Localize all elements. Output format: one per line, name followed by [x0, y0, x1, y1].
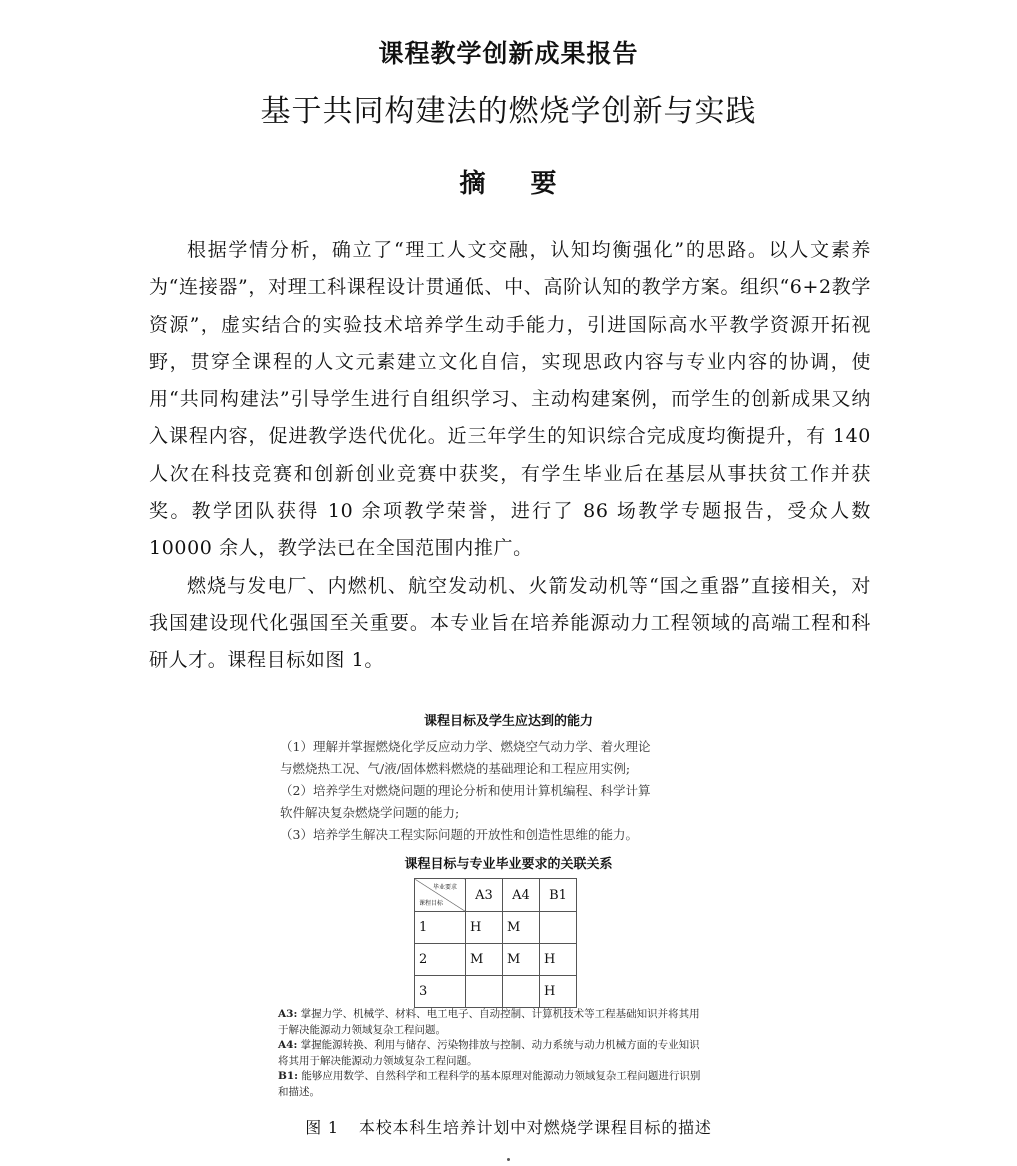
report-subtitle: 基于共同构建法的燃烧学创新与实践: [260, 94, 757, 129]
objective-line: （2）培养学生对燃烧问题的理论分析和使用计算机编程、科学计算: [280, 783, 651, 798]
table-corner-cell: [415, 879, 466, 912]
figure-heading-relation: 课程目标与专业毕业要求的关联关系: [404, 857, 613, 872]
row-label: 3: [415, 976, 466, 1008]
abstract-body: [149, 232, 871, 680]
table-cell: [466, 976, 503, 1008]
caption-label: 图 1: [305, 1118, 339, 1137]
note-item: [278, 1038, 708, 1069]
requirement-notes: [278, 1007, 708, 1100]
table-cell: H: [540, 976, 577, 1008]
note-key: B1:: [278, 1070, 299, 1082]
note-item: [278, 1007, 708, 1038]
row-label: 2: [415, 944, 466, 976]
objective-line: （1）理解并掌握燃烧化学反应动力学、燃烧空气动力学、着火理论: [280, 739, 651, 754]
table-cell: [503, 976, 540, 1008]
column-header: A4: [503, 879, 540, 912]
table-cell: H: [540, 944, 577, 976]
table-row: [415, 944, 577, 976]
column-header: B1: [540, 879, 577, 912]
figure-heading-objectives: 课程目标及学生应达到的能力: [423, 714, 593, 729]
note-key: A4:: [278, 1039, 298, 1051]
abstract-heading-part1: 摘: [459, 169, 487, 199]
table-cell: M: [503, 944, 540, 976]
table-cell: M: [466, 944, 503, 976]
table-header-row: [415, 879, 577, 912]
table-cell: H: [466, 912, 503, 944]
objective-line: 软件解决复杂燃烧学问题的能力;: [280, 805, 460, 820]
table-row: [415, 976, 577, 1008]
abstract-paragraph-2: 燃烧与发电厂、内燃机、航空发动机、火箭发动机等“国之重器”直接相关，对我国建设现代化强国至关重要。本专业旨在培养能源动力工程领域的高端工程和科研人才。课程目标如图 1。: [149, 574, 871, 672]
corner-label-objective: 课程目标: [419, 900, 444, 907]
column-header: A3: [466, 879, 503, 912]
abstract-paragraph-1: 根据学情分析，确立了“理工人文交融，认知均衡强化”的思路。以人文素养为“连接器”，对理工科课程设计贯通低、中、高阶认知的教学方案。组织“6+2教学资源”，虚实结合的实验技术培养学生动手能力，引进国际高水平教学资源开拓视野，贯穿全课程的人文元素建立文化自信，实现思政内容与专业内容的协调，使用“共同构建法”引导学生进行自组织学习、主动构建案例，而学生的创新成果又纳入课程内容，促进教学迭代优化。近三年学生的知识综合完成度均衡提升，有 140人次在科技竞赛和创新创业竞赛中获奖，有学生毕业后在基层从事扶贫工作并获奖。教学团队获得 10 余项教学荣誉，进行了 86 场教学专题报告，受众人数 10000 余人，教学法已在全国范围内推广。: [149, 239, 871, 560]
abstract-heading-part2: 要: [530, 169, 558, 199]
figure-caption: [0, 1115, 1017, 1138]
row-label: 1: [415, 912, 466, 944]
caption-text: 本校本科生培养计划中对燃烧学课程目标的描述: [358, 1118, 712, 1137]
abstract-heading: [0, 163, 1017, 200]
note-text: 掌握能源转换、利用与储存、污染物排放与控制、动力系统与动力机械方面的专业知识将其用于解决能源动力领域复杂工程问题。: [278, 1039, 700, 1067]
table-cell: M: [503, 912, 540, 944]
note-text: 掌握力学、机械学、材料、电工电子、自动控制、计算机技术等工程基础知识并将其用于解决能源动力领域复杂工程问题。: [278, 1008, 700, 1036]
corner-label-requirement: 毕业要求: [432, 884, 457, 891]
objectives-list: [280, 736, 712, 846]
objective-line: （3）培养学生解决工程实际问题的开放性和创造性思维的能力。: [280, 827, 638, 842]
note-item: [278, 1069, 708, 1100]
page-marker-dot: [507, 1158, 510, 1161]
objective-line: 与燃烧热工况、气/液/固体燃料燃烧的基础理论和工程应用实例;: [280, 761, 631, 776]
note-text: 能够应用数学、自然科学和工程科学的基本原理对能源动力领域复杂工程问题进行识别和描述。: [278, 1070, 701, 1098]
report-title: 课程教学创新成果报告: [378, 39, 639, 68]
table-row: [415, 912, 577, 944]
table-cell: [540, 912, 577, 944]
relation-table: [414, 878, 577, 1008]
note-key: A3:: [278, 1008, 298, 1020]
